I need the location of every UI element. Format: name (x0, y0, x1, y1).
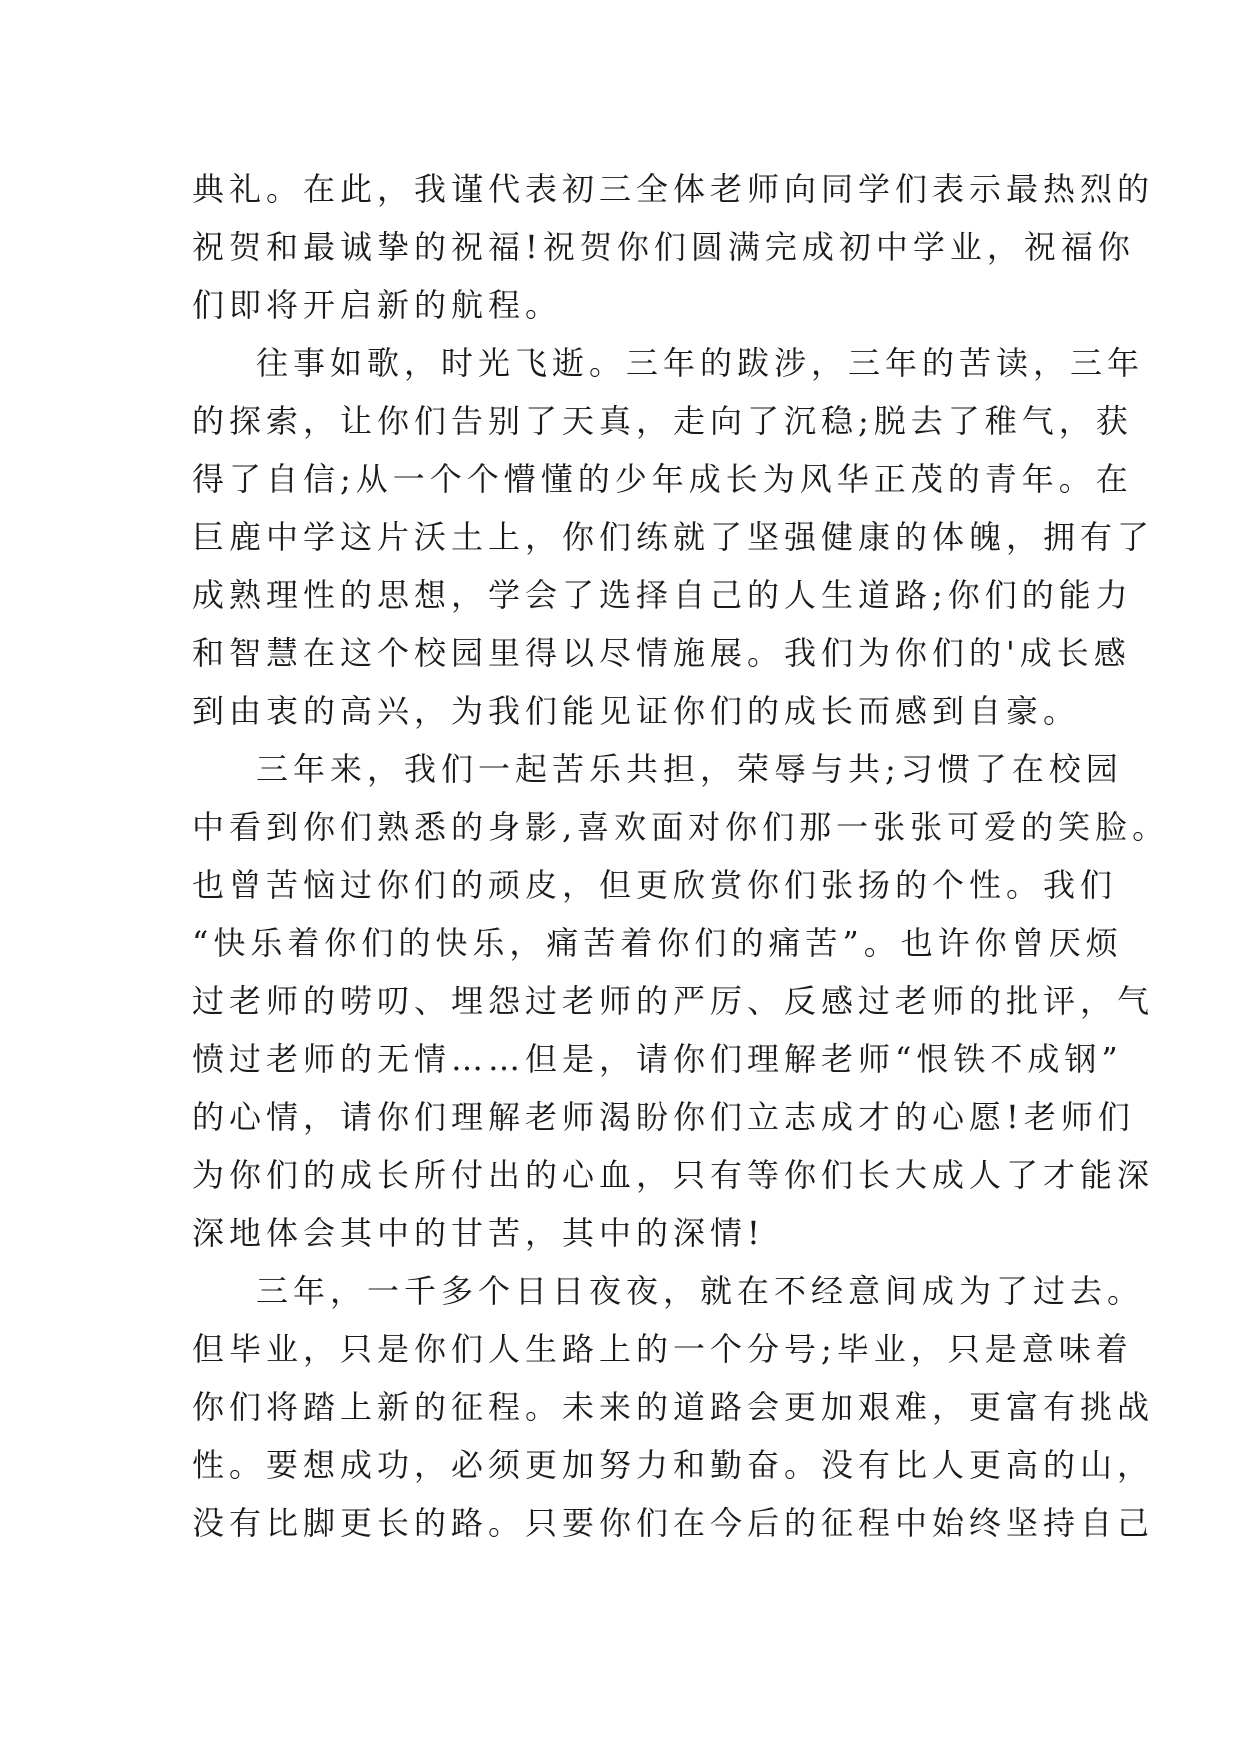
text-line: 到由衷的高兴，为我们能见证你们的成长而感到自豪。 (192, 692, 1081, 730)
text-line: 没有比脚更长的路。只要你们在今后的征程中始终坚持自己 (192, 1504, 1155, 1542)
text-line: 典礼。在此，我谨代表初三全体老师向同学们表示最热烈的 (192, 170, 1155, 208)
text-line: 祝贺和最诚挚的祝福!祝贺你们圆满完成初中学业，祝福你 (192, 228, 1135, 266)
text-line: 们即将开启新的航程。 (192, 286, 563, 324)
text-line: 深地体会其中的甘苦，其中的深情! (192, 1214, 765, 1252)
text-line: 得了自信;从一个个懵懂的少年成长为风华正茂的青年。在 (192, 460, 1133, 498)
text-line: 你们将踏上新的征程。未来的道路会更加艰难，更富有挑战 (192, 1388, 1155, 1426)
body-text (192, 160, 1170, 1552)
text-line: 和智慧在这个校园里得以尽情施展。我们为你们的'成长感 (192, 634, 1131, 672)
text-line: 也曾苦恼过你们的顽皮，但更欣赏你们张扬的个性。我们 (192, 866, 1118, 904)
text-line: 成熟理性的思想，学会了选择自己的人生道路;你们的能力 (192, 576, 1133, 614)
text-line: 但毕业，只是你们人生路上的一个分号;毕业，只是意味着 (192, 1330, 1133, 1368)
text-line: 巨鹿中学这片沃土上，你们练就了坚强健康的体魄，拥有了 (192, 518, 1155, 556)
text-line: 中看到你们熟悉的身影,喜欢面对你们那一张张可爱的笑脸。 (192, 808, 1170, 846)
text-line: 愤过老师的无情……但是，请你们理解老师“恨铁不成钢” (192, 1040, 1123, 1078)
text-line: “快乐着你们的快乐，痛苦着你们的痛苦”。也许你曾厌烦 (192, 924, 1123, 962)
text-line: 性。要想成功，必须更加努力和勤奋。没有比人更高的山， (192, 1446, 1155, 1484)
text-line: 的探索，让你们告别了天真，走向了沉稳;脱去了稚气，获 (192, 402, 1133, 440)
text-line: 三年来，我们一起苦乐共担，荣辱与共;习惯了在校园 (256, 750, 1123, 788)
text-line: 为你们的成长所付出的心血，只有等你们长大成人了才能深 (192, 1156, 1155, 1194)
text-line: 的心情，请你们理解老师渴盼你们立志成才的心愿!老师们 (192, 1098, 1135, 1136)
text-line: 往事如歌，时光飞逝。三年的跋涉，三年的苦读，三年 (256, 344, 1145, 382)
text-line: 三年，一千多个日日夜夜，就在不经意间成为了过去。 (256, 1272, 1145, 1310)
text-line: 过老师的唠叨、埋怨过老师的严厉、反感过老师的批评，气 (192, 982, 1155, 1020)
